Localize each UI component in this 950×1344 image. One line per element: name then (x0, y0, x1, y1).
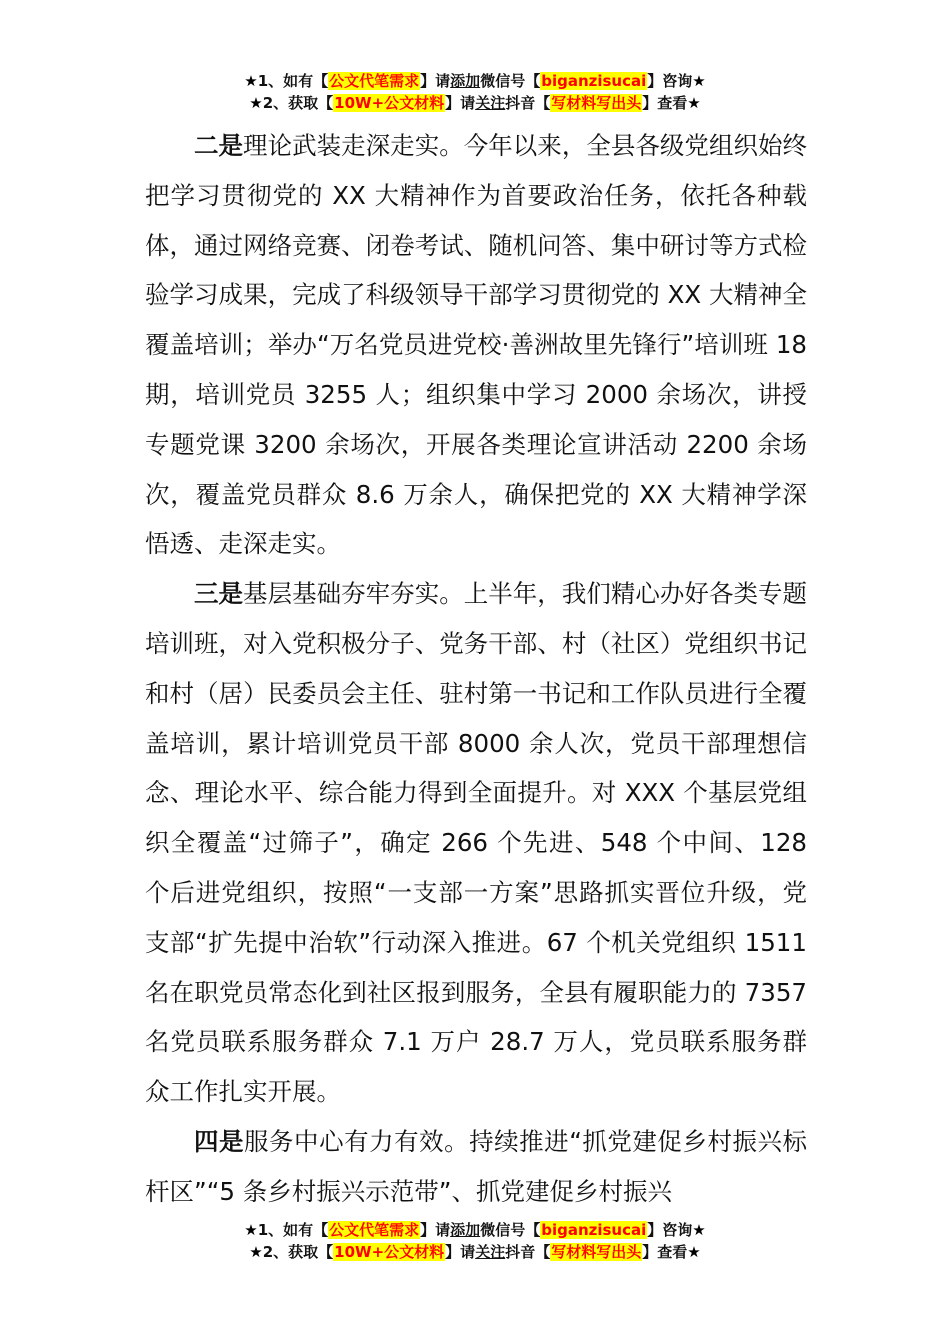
banner-highlight: 写材料写出头 (551, 1243, 642, 1261)
banner-text: 微信号【 (480, 72, 541, 90)
paragraph-lead: 三是 (194, 579, 244, 609)
banner-text: 】咨询 (647, 1221, 693, 1239)
banner-underline: 关注 (475, 1243, 506, 1261)
paragraph-lead: 四是 (194, 1126, 245, 1156)
paragraph-4 (145, 1117, 807, 1217)
banner-text: 抖音【 (505, 1243, 551, 1261)
banner-underline: 添加 (450, 72, 481, 90)
banner-text: 微信号【 (480, 1221, 541, 1239)
banner-line-1 (0, 1219, 950, 1241)
star-icon: ★ (244, 72, 258, 90)
banner-text: 】查看 (642, 94, 688, 112)
banner-underline: 关注 (475, 94, 506, 112)
banner-highlight: 公文代笔需求 (329, 72, 420, 90)
banner-highlight: 写材料写出头 (551, 94, 642, 112)
paragraph-text: 理论武装走深走实。今年以来，全县各级党组织始终把学习贯彻党的 XX 大精神作为首要政治任务，依托各种载体，通过网络竞赛、闭卷考试、随机问答、集中研讨等方式检验学习成果，完成了科级领导干部学习贯彻党的 XX 大精神全覆盖培训；举办“万名党员进党校·善洲故里先锋行”培训班 18 期，培训党员 3255 人；组织集中学习 2000 余场次，讲授专题党课 3200 余场次，开展各类理论宣讲活动 2200 余场次，覆盖党员群众 8.6 万余人，确保把党的 XX 大精神学深悟透、走深走实。 (145, 131, 808, 559)
banner-highlight: 公文代笔需求 (329, 1221, 420, 1239)
star-icon: ★ (244, 1221, 258, 1239)
banner-highlight: 10W+公文材料 (334, 1243, 445, 1261)
paragraph-text: 基层基础夯牢夯实。上半年，我们精心办好各类专题培训班，对入党积极分子、党务干部、村（社区）党组织书记和村（居）民委员会主任、驻村第一书记和工作队员进行全覆盖培训，累计培训党员干部 8000 余人次，党员干部理想信念、理论水平、综合能力得到全面提升。对 XXX 个基层党组织全覆盖“过筛子”，确定 266 个先进、548 个中间、128 个后进党组织，按照“一支部一方案”思路抓实晋位升级，党支部“扩先提中治软”行动深入推进。67 个机关党组织 1511 名在职党员常态化到社区报到服务，全县有履职能力的 7357 名党员联系服务群众 7.1 万户 28.7 万人，党员联系服务群众工作扎实开展。 (145, 579, 808, 1107)
banner-text: 】请 (445, 1243, 476, 1261)
banner-highlight: biganzisucai (541, 72, 647, 90)
banner-text: 2、获取【 (262, 94, 334, 112)
banner-text: 】请 (420, 1221, 451, 1239)
banner-highlight: biganzisucai (541, 1221, 647, 1239)
banner-line-2 (0, 1241, 950, 1263)
banner-text: 1、如有【 (257, 1221, 329, 1239)
banner-line-2 (0, 92, 950, 114)
banner-text: 2、获取【 (262, 1243, 334, 1261)
banner-text: 】请 (420, 72, 451, 90)
banner-text: 抖音【 (505, 94, 551, 112)
star-icon: ★ (249, 94, 263, 112)
star-icon: ★ (687, 94, 701, 112)
banner-text: 】请 (445, 94, 476, 112)
top-banner (0, 70, 950, 114)
paragraph-3 (145, 569, 807, 1117)
banner-underline: 添加 (450, 1221, 481, 1239)
document-body (145, 121, 807, 1217)
banner-line-1 (0, 70, 950, 92)
banner-text: 1、如有【 (257, 72, 329, 90)
paragraph-2 (145, 121, 807, 569)
star-icon: ★ (687, 1243, 701, 1261)
bottom-banner (0, 1219, 950, 1263)
banner-highlight: 10W+公文材料 (334, 94, 445, 112)
star-icon: ★ (249, 1243, 263, 1261)
banner-text: 】咨询 (647, 72, 693, 90)
paragraph-lead: 二是 (194, 131, 244, 160)
paragraph-text: 服务中心有力有效。持续推进“抓党建促乡村振兴标杆区”“5 条乡村振兴示范带”、抓党建促乡村振兴 (145, 1126, 807, 1206)
banner-text: 】查看 (642, 1243, 688, 1261)
star-icon: ★ (692, 72, 706, 90)
star-icon: ★ (692, 1221, 706, 1239)
